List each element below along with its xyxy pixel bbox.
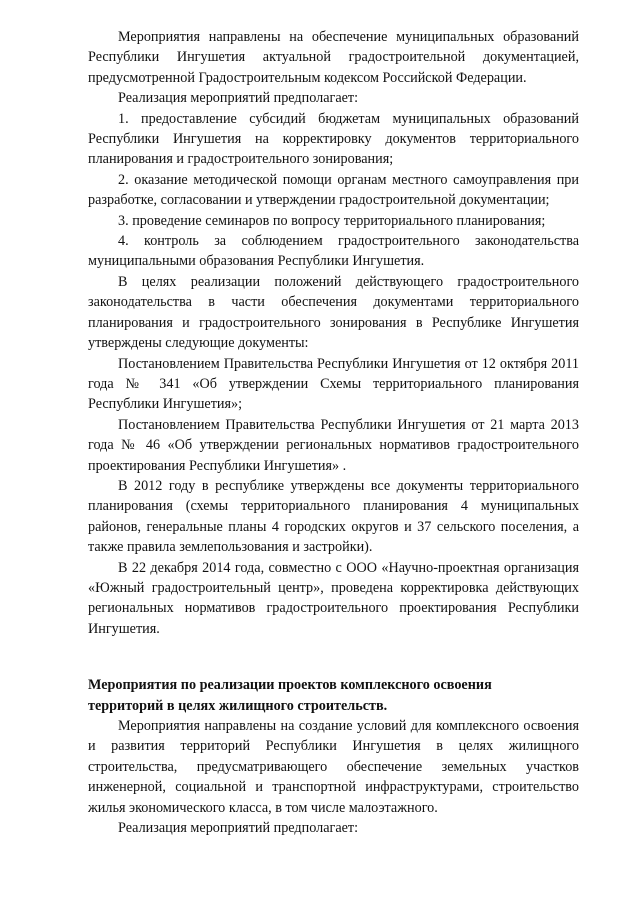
list-item: 2. оказание методической помощи органам местного самоуправления при разработке, согласовании и утверждении градостроительной документации; <box>88 171 579 209</box>
section-title-line-2: территорий в целях жилищного строительств. <box>88 697 388 714</box>
list-item: 4. контроль за соблюдением градостроительного законодательства муниципальными образования Республики Ингушетия. <box>88 233 579 270</box>
paragraph: Постановлением Правительства Республики Ингушетия от 21 марта 2013 года № 46 «Об утверждении региональных нормативов градостроительного проектирования Республики Ингушетия» . <box>88 416 579 474</box>
paragraph: Мероприятия направлены на создание условий для комплексного освоения и развития территорий Республики Ингушетия в целях жилищного строительства, предусматривающего обеспечение земельных участков инженерной, социальной и транспортной инфраструктурами, строительство жилья экономического класса, в том числе малоэтажного. <box>88 718 579 816</box>
paragraph: В 22 декабря 2014 года, совместно с ООО «Научно-проектная организация «Южный градостроительный центр», проведена корректировка действующих региональных нормативов градостроительного проектирования Республики Ингушетия. <box>88 559 579 637</box>
paragraph: В целях реализации положений действующего градостроительного законодательства в части обеспечения документами территориального планирования и градостроительного зонирования в Республике Ингушетия утверждены следующие документы: <box>88 273 579 352</box>
section-spacer <box>88 639 579 675</box>
list-item: 3. проведение семинаров по вопросу территориального планирования; <box>118 212 546 229</box>
paragraph: В 2012 году в республике утверждены все документы территориального планирования (схемы территориального планирования 4 муниципальных районов, генеральные планы 4 городских округов и 37 сельского поселения, а также правила землепользования и застройки). <box>88 477 579 556</box>
paragraph: Мероприятия направлены на обеспечение муниципальных образований Республики Ингушетия актуальной градостроительной документацией, предусмотренной Градостроительным кодексом Российской Федерации. <box>88 29 579 86</box>
paragraph: Реализация мероприятий предполагает: <box>118 90 359 107</box>
paragraph: Постановлением Правительства Республики Ингушетия от 12 октября 2011 года № 341 «Об утверждении Схемы территориального планирования Республики Ингушетия»; <box>88 355 579 413</box>
document-body <box>88 27 579 838</box>
list-item: 1. предоставление субсидий бюджетам муниципальных образований Республики Ингушетия на корректировку документов территориального планирования и градостроительного зонирования; <box>88 110 579 168</box>
section-title-line-1: Мероприятия по реализации проектов комплексного освоения <box>88 677 492 694</box>
paragraph: Реализация мероприятий предполагает: <box>118 820 359 837</box>
